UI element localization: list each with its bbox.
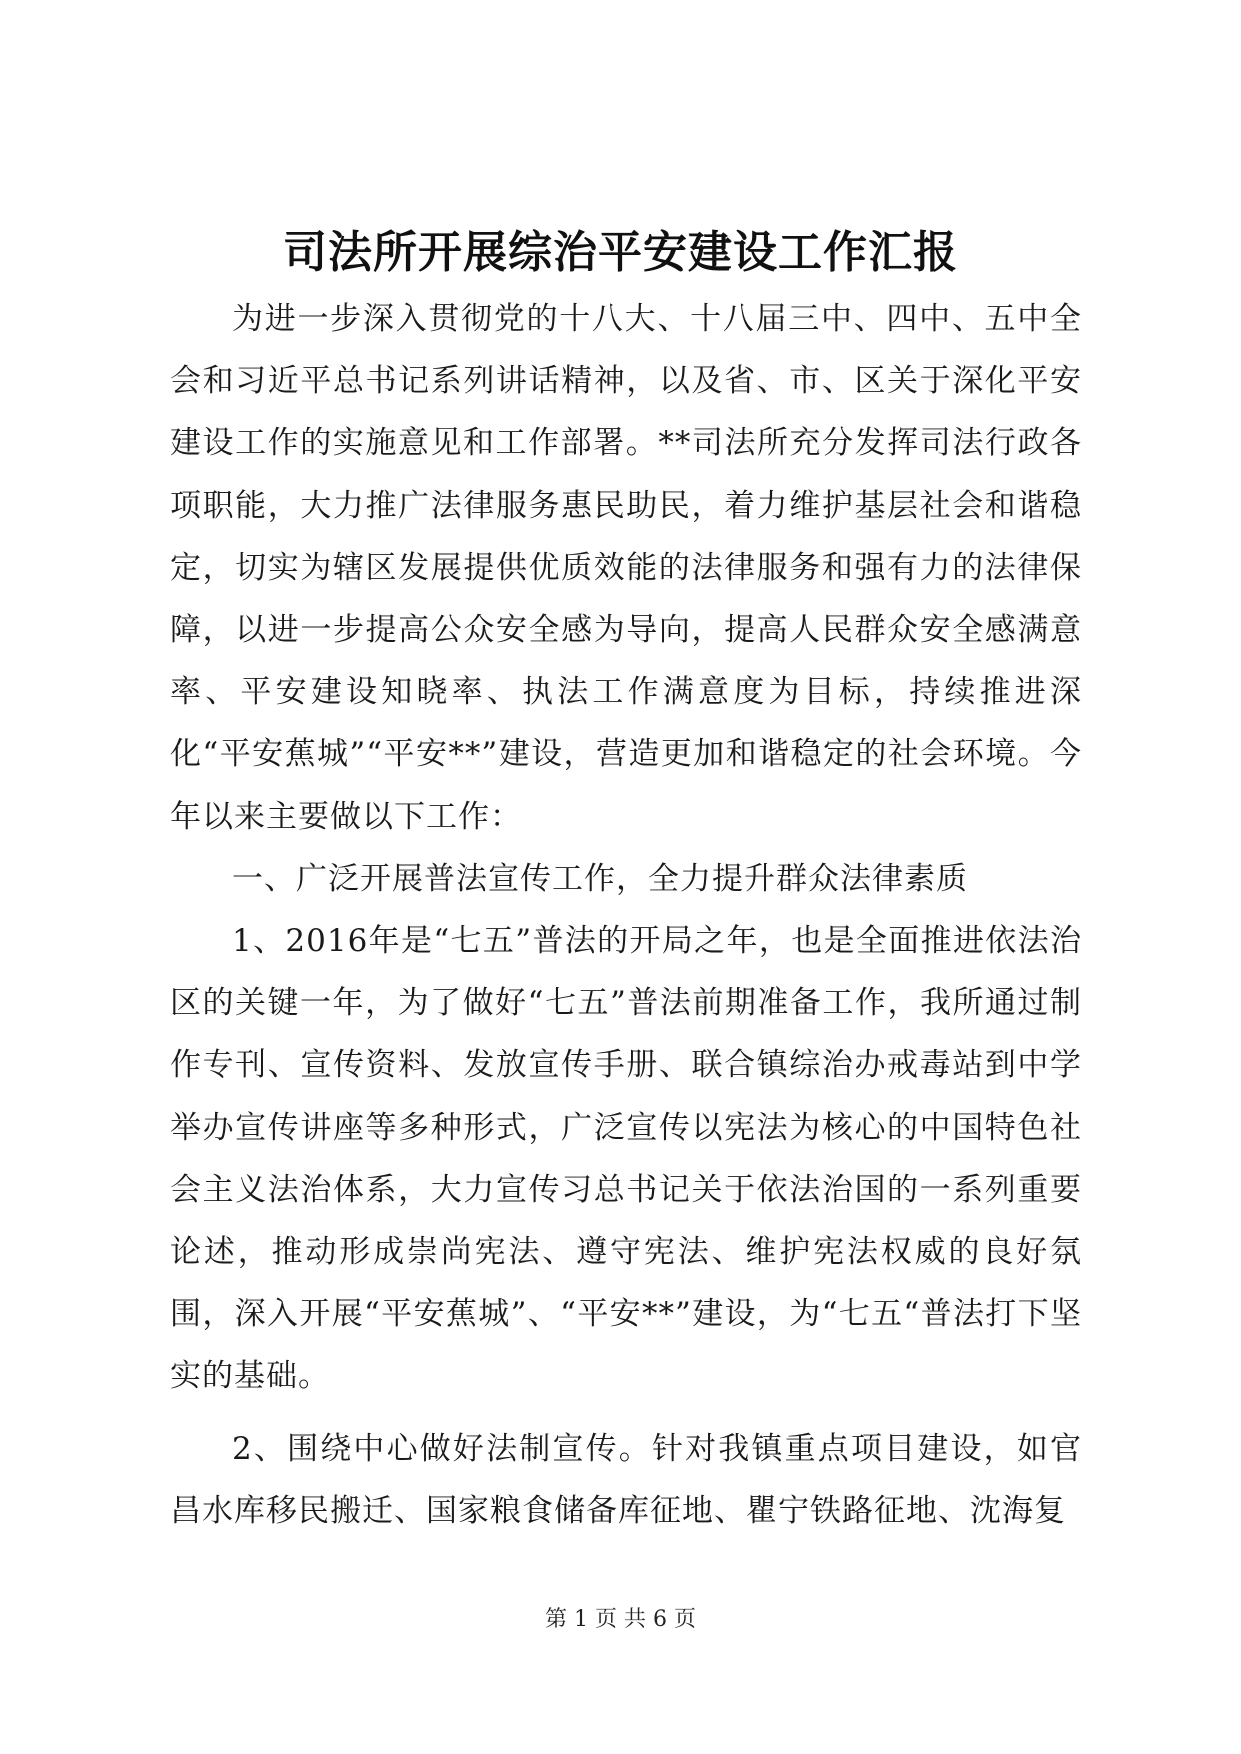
section-heading-1: 一、广泛开展普法宣传工作，全力提升群众法律素质 [232,860,968,897]
page-footer: 第 1 页 共 6 页 [545,1607,696,1632]
paragraph-item-2: 2、围绕中心做好法制宣传。针对我镇重点项目建设，如官昌水库移民搬迁、国家粮食储备库征地、瞿宁铁路征地、沈海复 [170,1430,1082,1529]
paragraph-intro: 为进一步深入贯彻党的十八大、十八届三中、四中、五中全会和习近平总书记系列讲话精神，以及省、市、区关于深化平安建设工作的实施意见和工作部署。**司法所充分发挥司法行政各项职能，大力推广法律服务惠民助民，着力维护基层社会和谐稳定，切实为辖区发展提供优质效能的法律服务和强有力的法律保障，以进一步提高公众安全感为导向，提高人民群众安全感满意率、平安建设知晓率、执法工作满意度为目标，持续推进深化“平安蕉城”“平安**”建设，营造更加和谐稳定的社会环境。今年以来主要做以下工作： [170,301,1082,835]
paragraph-item-1: 1、2016年是“七五”普法的开局之年，也是全面推进依法治区的关键一年，为了做好“七五”普法前期准备工作，我所通过制作专刊、宣传资料、发放宣传手册、联合镇综治办戒毒站到中学举办宣传讲座等多种形式，广泛宣传以宪法为核心的中国特色社会主义法治体系，大力宣传习总书记关于依法治国的一系列重要论述，推动形成崇尚宪法、遵守宪法、维护宪法权威的良好氛围，深入开展“平安蕉城”、“平安**”建设，为“七五“普法打下坚实的基础。 [170,923,1082,1395]
document-title: 司法所开展综治平安建设工作汇报 [283,227,958,278]
document-body [170,288,1082,1542]
